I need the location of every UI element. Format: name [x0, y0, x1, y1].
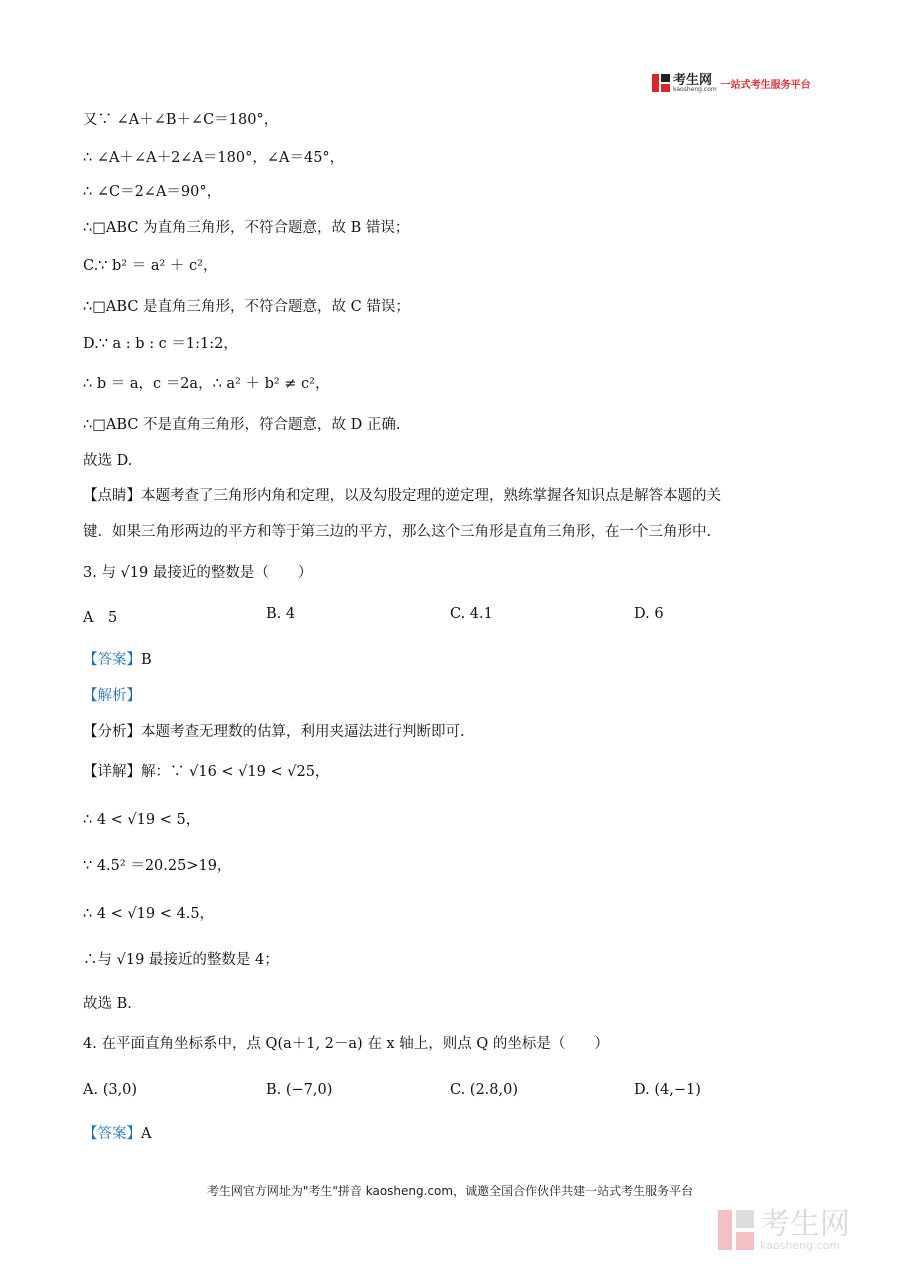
q4-option-a: A. (3,0) [83, 1082, 138, 1098]
solution-line: ∴ ∠A＋∠A＋2∠A＝180°，∠A＝45°， [83, 150, 345, 166]
q3-option-d: D. 6 [634, 606, 664, 622]
q3-analysis: 【分析】本题考查无理数的估算，利用夹逼法进行判断即可. [83, 724, 465, 740]
header-logo [652, 72, 811, 94]
q3-step: 【详解】解：∵ √16 < √19 < √25， [83, 764, 330, 780]
solution-line: C.∵ b² ＝ a² ＋ c²， [83, 258, 218, 274]
q4-option-d: D. (4,−1) [634, 1082, 701, 1098]
watermark-icon [718, 1210, 754, 1250]
q3-step: 故选 B. [83, 996, 132, 1012]
q4-answer [83, 1126, 151, 1143]
logo-domain: kaosheng.com [673, 85, 717, 93]
key-point-line: 键．如果三角形两边的平方和等于第三边的平方，那么这个三角形是直角三角形，在一个三角形中. [83, 524, 712, 540]
watermark-logo [718, 1202, 878, 1258]
q4-option-b: B. (−7,0) [266, 1082, 333, 1098]
question-4: 4. 在平面直角坐标系中，点 Q(a＋1, 2－a) 在 x 轴上，则点 Q 的坐标是（ ） [83, 1036, 609, 1052]
q4-option-c: C. (2.8,0) [450, 1082, 519, 1098]
q3-step: ∴ 4 < √19 < 5， [83, 812, 201, 828]
solution-line: ∴□ABC 为直角三角形，不符合题意，故 B 错误； [83, 220, 410, 236]
q3-step: ∴与 √19 最接近的整数是 4； [83, 952, 279, 968]
logo-slogan: 一站式考生服务平台 [720, 79, 811, 91]
page-footer: 考生网官方网址为"考生"拼音 kaosheng.com，诚邀全国合作伙伴共建一站式考生服务平台 [206, 1184, 694, 1198]
answer-value: A [141, 1126, 152, 1142]
answer-tag: 【答案】 [83, 652, 141, 668]
watermark-domain: kaosheng.com [760, 1238, 841, 1252]
solution-line: ∴□ABC 是直角三角形，不符合题意，故 C 错误； [83, 299, 410, 315]
question-3: 3. 与 √19 最接近的整数是（ ） [83, 565, 313, 581]
answer-value: B [141, 652, 152, 668]
q3-option-a: A 5 [83, 610, 118, 626]
q3-analysis-tag: 【解析】 [83, 688, 141, 704]
solution-line: 又∵ ∠A＋∠B＋∠C＝180°， [83, 112, 279, 128]
solution-line: ∴□ABC 不是直角三角形，符合题意，故 D 正确. [83, 417, 401, 433]
q3-option-b: B. 4 [266, 606, 296, 622]
q3-step: ∴ 4 < √19 < 4.5， [83, 906, 215, 922]
watermark-name: 考生网 [760, 1206, 850, 1242]
logo-name: 考生网 [673, 72, 713, 88]
logo-icon [652, 74, 670, 92]
solution-line: ∴ b ＝ a，c ＝2a，∴ a² ＋ b² ≠ c²， [83, 376, 330, 392]
q3-answer [83, 652, 152, 669]
solution-line: D.∵ a : b : c ＝1:1:2， [83, 336, 238, 352]
solution-line: 故选 D. [83, 453, 133, 469]
key-point-line: 【点睛】本题考查了三角形内角和定理，以及勾股定理的逆定理，熟练掌握各知识点是解答本题的关 [83, 488, 721, 504]
solution-line: ∴ ∠C＝2∠A＝90°， [83, 184, 222, 200]
answer-tag: 【答案】 [83, 1126, 141, 1142]
q3-step: ∵ 4.5² ＝20.25>19， [83, 858, 232, 874]
q3-option-c: C. 4.1 [450, 606, 493, 622]
